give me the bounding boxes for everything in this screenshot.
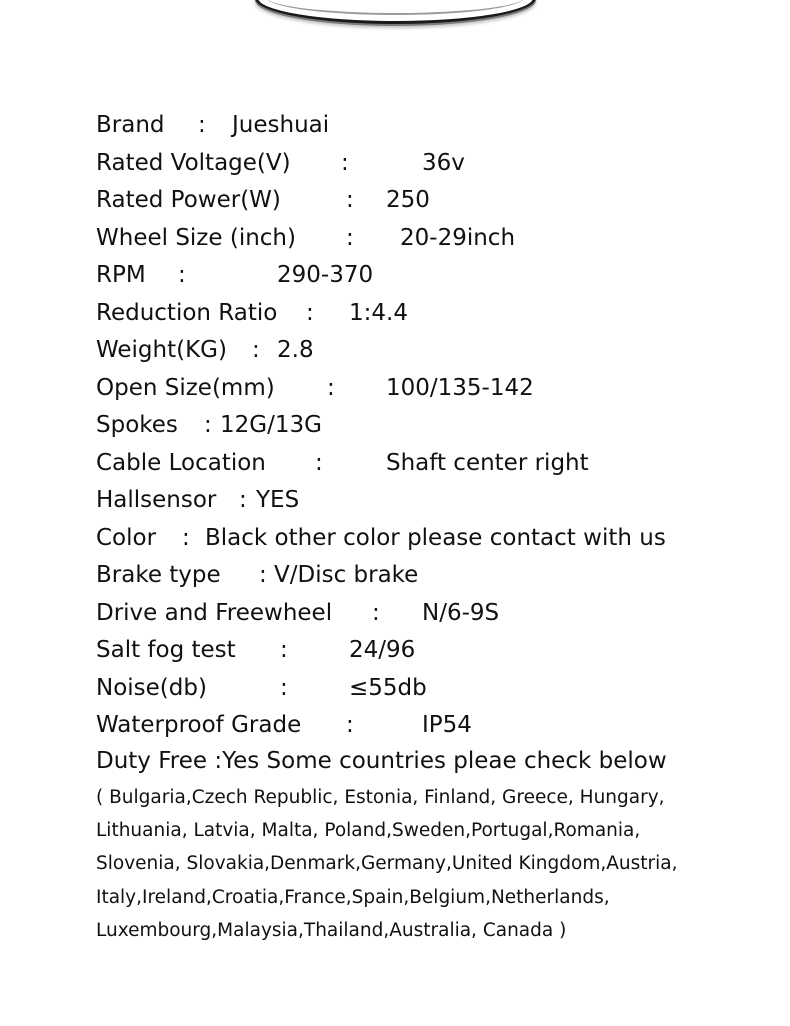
spec-label: RPM xyxy=(96,262,146,288)
spec-label: Waterproof Grade xyxy=(96,712,302,738)
spec-label: Hallsensor xyxy=(96,487,217,513)
spec-value: Jueshuai xyxy=(232,112,330,138)
spec-colon: : xyxy=(315,449,323,476)
spec-value: 1:4.4 xyxy=(349,299,408,326)
spec-colon: : xyxy=(327,374,335,401)
spec-colon: : xyxy=(182,524,190,551)
spec-colon: : xyxy=(204,412,212,438)
spec-reduction-ratio xyxy=(96,295,776,333)
spec-value: 36v xyxy=(422,149,465,176)
country-line: Slovenia, Slovakia,Denmark,Germany,United Kingdom,Austria, xyxy=(96,853,678,875)
spec-colon: : xyxy=(346,712,354,738)
spec-value: Black other color please contact with us xyxy=(205,524,666,551)
wheel-hub-edge-icon xyxy=(255,0,536,24)
spec-label: Brand xyxy=(96,112,165,138)
spec-brake-type xyxy=(96,557,776,595)
spec-brand xyxy=(96,107,776,145)
spec-colon: : xyxy=(280,637,288,663)
spec-colon: : xyxy=(341,149,349,176)
spec-label: Noise(db) xyxy=(96,674,207,701)
spec-colon: : xyxy=(239,487,247,513)
spec-value: 290-370 xyxy=(277,262,374,288)
spec-drive-freewheel xyxy=(96,595,776,633)
spec-rpm xyxy=(96,257,776,295)
spec-salt-fog-test xyxy=(96,632,776,670)
spec-label: Rated Power(W) xyxy=(96,187,281,213)
spec-colon: : xyxy=(252,337,260,363)
spec-value: V/Disc brake xyxy=(274,562,419,588)
spec-colon: : xyxy=(259,562,267,588)
spec-label: Weight(KG) xyxy=(96,337,227,363)
spec-value: Shaft center right xyxy=(386,449,589,476)
spec-color xyxy=(96,520,776,558)
spec-waterproof-grade xyxy=(96,707,776,745)
spec-colon: : xyxy=(306,299,314,326)
spec-hallsensor xyxy=(96,482,776,520)
spec-label: Open Size(mm) xyxy=(96,374,275,401)
country-line: Lithuania, Latvia, Malta, Poland,Sweden,Portugal,Romania, xyxy=(96,820,641,842)
spec-value: 2.8 xyxy=(277,337,314,363)
country-line: Italy,Ireland,Croatia,France,Spain,Belgium,Netherlands, xyxy=(96,886,610,908)
spec-value: 12G/13G xyxy=(220,412,322,438)
spec-value: 100/135-142 xyxy=(386,374,534,401)
duty-free-line xyxy=(96,743,667,780)
spec-weight xyxy=(96,332,776,370)
spec-value: 20-29inch xyxy=(400,224,516,251)
spec-value: ≤55db xyxy=(349,674,427,701)
country-line: ( Bulgaria,Czech Republic, Estonia, Finland, Greece, Hungary, xyxy=(96,787,665,808)
spec-colon: : xyxy=(346,187,354,213)
spec-colon: : xyxy=(372,599,380,626)
spec-rated-power xyxy=(96,182,776,220)
spec-value: IP54 xyxy=(422,712,472,738)
spec-colon: : xyxy=(346,224,354,251)
country-line: Luxembourg,Malaysia,Thailand,Australia, Canada ) xyxy=(96,919,567,941)
duty-free-value: Yes Some countries pleae check below xyxy=(222,748,667,774)
spec-cable-location xyxy=(96,445,776,483)
spec-value: N/6-9S xyxy=(422,599,500,626)
spec-label: Reduction Ratio xyxy=(96,299,278,326)
spec-wheel-size xyxy=(96,220,776,258)
spec-colon: : xyxy=(280,674,288,701)
spec-label: Wheel Size (inch) xyxy=(96,224,296,251)
spec-value: 250 xyxy=(386,187,430,213)
spec-label: Rated Voltage(V) xyxy=(96,149,291,176)
spec-colon: : xyxy=(198,112,206,138)
spec-label: Drive and Freewheel xyxy=(96,599,333,626)
spec-label: Brake type xyxy=(96,562,221,588)
spec-open-size xyxy=(96,370,776,408)
spec-label: Salt fog test xyxy=(96,637,236,663)
spec-label: Cable Location xyxy=(96,449,266,476)
spec-spokes xyxy=(96,407,776,445)
spec-list xyxy=(96,107,776,745)
spec-value: YES xyxy=(256,487,300,513)
spec-rated-voltage xyxy=(96,145,776,183)
spec-label: Spokes xyxy=(96,412,178,438)
spec-noise xyxy=(96,670,776,708)
duty-free-label: Duty Free : xyxy=(96,748,223,774)
spec-colon: : xyxy=(178,262,186,288)
spec-label: Color xyxy=(96,524,157,551)
spec-value: 24/96 xyxy=(349,637,416,663)
country-list xyxy=(96,781,776,947)
